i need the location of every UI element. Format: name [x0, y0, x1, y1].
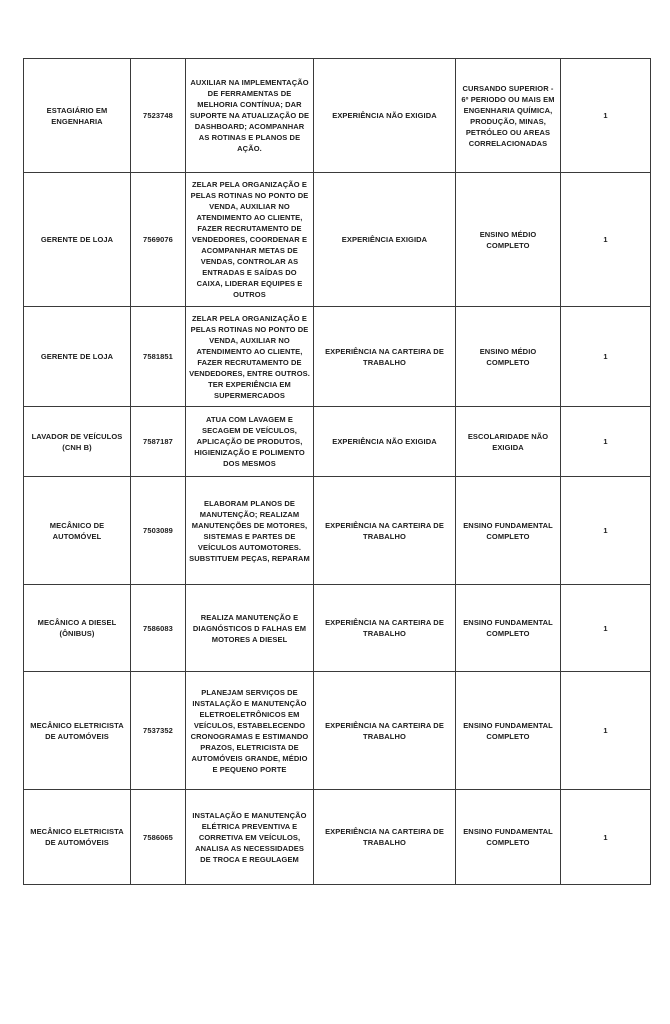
job-vacancies-table: [23, 58, 651, 885]
table-row: [24, 59, 651, 173]
education-cell: ENSINO FUNDAMENTAL COMPLETO: [456, 477, 561, 585]
code-cell: 7537352: [131, 672, 186, 790]
description-cell: ATUA COM LAVAGEM E SECAGEM DE VEÍCULOS, APLICAÇÃO DE PRODUTOS, HIGIENIZAÇÃO E POLIMENTO DOS MESMOS: [186, 407, 314, 477]
code-cell: 7523748: [131, 59, 186, 173]
description-cell: REALIZA MANUTENÇÃO E DIAGNÓSTICOS D FALHAS EM MOTORES A DIESEL: [186, 585, 314, 672]
table-row: [24, 407, 651, 477]
code-cell: 7586083: [131, 585, 186, 672]
experience-cell: EXPERIÊNCIA NA CARTEIRA DE TRABALHO: [314, 790, 456, 885]
job-title-cell: MECÂNICO DE AUTOMÓVEL: [24, 477, 131, 585]
job-title-cell: ESTAGIÁRIO EM ENGENHARIA: [24, 59, 131, 173]
experience-cell: EXPERIÊNCIA NA CARTEIRA DE TRABALHO: [314, 477, 456, 585]
vacancies-cell: 1: [561, 790, 651, 885]
description-cell: ZELAR PELA ORGANIZAÇÃO E PELAS ROTINAS NO PONTO DE VENDA, AUXILIAR NO ATENDIMENTO AO CLIENTE, FAZER RECRUTAMENTO DE VENDEDORES, COORDENAR E ACOMPANHAR METAS DE VENDAS, CONTROLAR AS ENTRADAS E SAÍDAS DO CAIXA, LIDERAR EQUIPES E OUTROS: [186, 173, 314, 307]
experience-cell: EXPERIÊNCIA NA CARTEIRA DE TRABALHO: [314, 307, 456, 407]
job-title-cell: GERENTE DE LOJA: [24, 307, 131, 407]
job-title-cell: MECÂNICO ELETRICISTA DE AUTOMÓVEIS: [24, 790, 131, 885]
table-row: [24, 585, 651, 672]
code-cell: 7587187: [131, 407, 186, 477]
education-cell: ENSINO MÉDIO COMPLETO: [456, 307, 561, 407]
vacancies-cell: 1: [561, 672, 651, 790]
job-table-body: [24, 59, 651, 885]
table-row: [24, 672, 651, 790]
education-cell: ESCOLARIDADE NÃO EXIGIDA: [456, 407, 561, 477]
vacancies-cell: 1: [561, 407, 651, 477]
experience-cell: EXPERIÊNCIA NA CARTEIRA DE TRABALHO: [314, 672, 456, 790]
code-cell: 7581851: [131, 307, 186, 407]
table-row: [24, 307, 651, 407]
vacancies-cell: 1: [561, 307, 651, 407]
vacancies-cell: 1: [561, 59, 651, 173]
code-cell: 7569076: [131, 173, 186, 307]
vacancies-cell: 1: [561, 477, 651, 585]
experience-cell: EXPERIÊNCIA EXIGIDA: [314, 173, 456, 307]
education-cell: ENSINO FUNDAMENTAL COMPLETO: [456, 790, 561, 885]
experience-cell: EXPERIÊNCIA NA CARTEIRA DE TRABALHO: [314, 585, 456, 672]
vacancies-cell: 1: [561, 173, 651, 307]
vacancies-cell: 1: [561, 585, 651, 672]
experience-cell: EXPERIÊNCIA NÃO EXIGIDA: [314, 59, 456, 173]
education-cell: ENSINO FUNDAMENTAL COMPLETO: [456, 672, 561, 790]
description-cell: ZELAR PELA ORGANIZAÇÃO E PELAS ROTINAS NO PONTO DE VENDA, AUXILIAR NO ATENDIMENTO AO CLIENTE, FAZER RECRUTAMENTO DE VENDEDORES, ENTRE OUTROS. TER EXPERIÊNCIA EM SUPERMERCADOS: [186, 307, 314, 407]
description-cell: PLANEJAM SERVIÇOS DE INSTALAÇÃO E MANUTENÇÃO ELETROELETRÔNICOS EM VEÍCULOS, ESTABELECENDO CRONOGRAMAS E ESTIMANDO PRAZOS, ELETRICISTA DE AUTOMÓVEIS GRANDE, MÉDIO E PEQUENO PORTE: [186, 672, 314, 790]
description-cell: ELABORAM PLANOS DE MANUTENÇÃO; REALIZAM MANUTENÇÕES DE MOTORES, SISTEMAS E PARTES DE VEÍCULOS AUTOMOTORES. SUBSTITUEM PEÇAS, REPARAM: [186, 477, 314, 585]
education-cell: ENSINO FUNDAMENTAL COMPLETO: [456, 585, 561, 672]
job-title-cell: MECÂNICO A DIESEL (ÔNIBUS): [24, 585, 131, 672]
code-cell: 7503089: [131, 477, 186, 585]
job-title-cell: GERENTE DE LOJA: [24, 173, 131, 307]
description-cell: AUXILIAR NA IMPLEMENTAÇÃO DE FERRAMENTAS DE MELHORIA CONTÍNUA; DAR SUPORTE NA ATUALIZAÇÃO DE DASHBOARD; ACOMPANHAR AS ROTINAS E PLANOS DE AÇÃO.: [186, 59, 314, 173]
table-row: [24, 790, 651, 885]
table-row: [24, 173, 651, 307]
code-cell: 7586065: [131, 790, 186, 885]
education-cell: CURSANDO SUPERIOR - 6º PERIODO OU MAIS EM ENGENHARIA QUÍMICA, PRODUÇÃO, MINAS, PETRÓLEO OU AREAS CORRELACIONADAS: [456, 59, 561, 173]
education-cell: ENSINO MÉDIO COMPLETO: [456, 173, 561, 307]
job-title-cell: LAVADOR DE VEÍCULOS (CNH B): [24, 407, 131, 477]
description-cell: INSTALAÇÃO E MANUTENÇÃO ELÉTRICA PREVENTIVA E CORRETIVA EM VEÍCULOS, ANALISA AS NECESSIDADES DE TROCA E REGULAGEM: [186, 790, 314, 885]
job-title-cell: MECÂNICO ELETRICISTA DE AUTOMÓVEIS: [24, 672, 131, 790]
experience-cell: EXPERIÊNCIA NÃO EXIGIDA: [314, 407, 456, 477]
table-row: [24, 477, 651, 585]
